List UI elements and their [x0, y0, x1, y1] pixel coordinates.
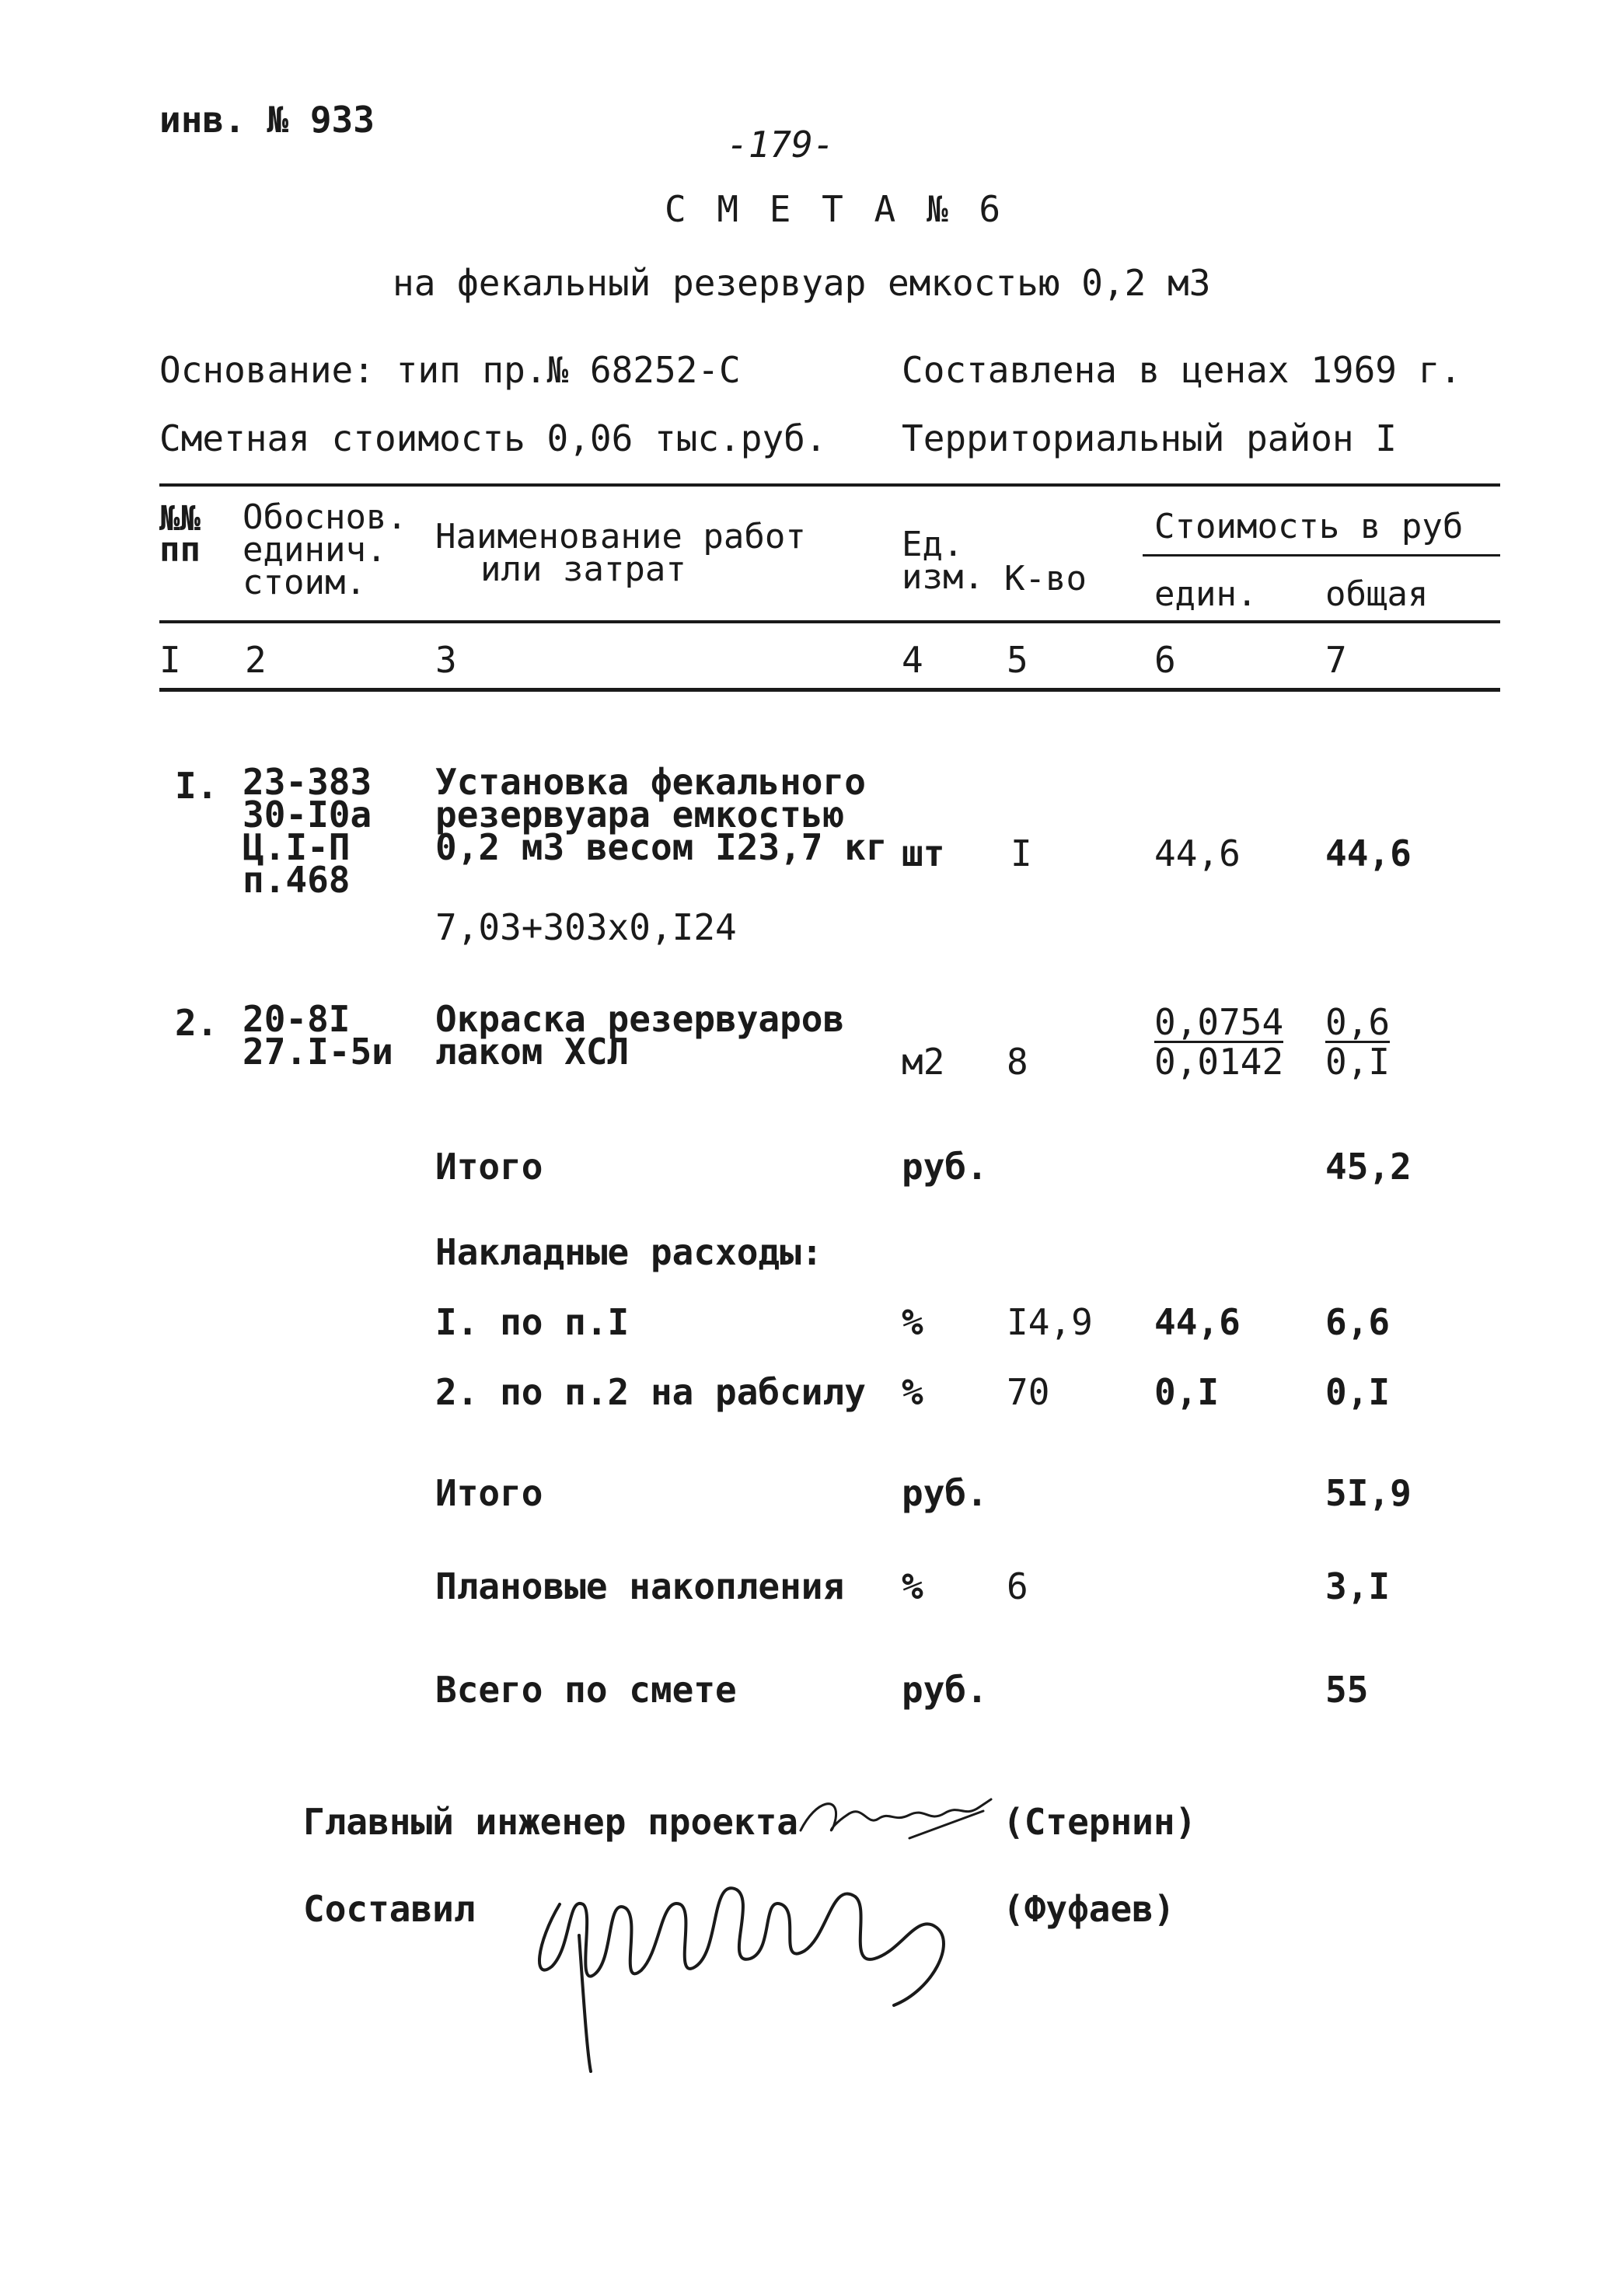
- row2-name-line2: лаком ХСЛ: [435, 1031, 630, 1073]
- col-header-basis-line1: Обоснов.: [243, 497, 407, 537]
- row2-number: 2.: [175, 1002, 218, 1044]
- column-numbers-rule: [159, 688, 1500, 692]
- subtotal2-unit: руб.: [902, 1472, 988, 1514]
- row2-name: [435, 998, 845, 1073]
- row1-basis: [243, 761, 372, 901]
- table-top-rule: [159, 483, 1500, 487]
- header-bottom-rule: [159, 620, 1500, 623]
- overhead1-label: I. по п.I: [435, 1301, 630, 1343]
- grand-total-value: 55: [1325, 1669, 1369, 1711]
- col-header-total: общая: [1325, 574, 1429, 614]
- document-title: С М Е Т А № 6: [665, 188, 1006, 230]
- subtotal1-value: 45,2: [1325, 1146, 1412, 1188]
- row2-basis: [243, 998, 393, 1073]
- row2-unit-price-fraction: [1154, 1001, 1284, 1083]
- row2-unit: м2: [902, 1041, 945, 1083]
- row1-total: 44,6: [1325, 832, 1412, 874]
- grand-total-unit: руб.: [902, 1669, 988, 1711]
- subtotal2-label: Итого: [435, 1472, 543, 1514]
- row1-basis-line2: 30-I0а: [243, 794, 372, 836]
- row2-total-fraction: [1325, 1001, 1391, 1083]
- col-header-qty: К-во: [1004, 559, 1087, 598]
- row1-basis-line1: 23-383: [243, 761, 372, 803]
- row1-formula: 7,03+303х0,I24: [435, 906, 737, 948]
- overhead1-qty: I4,9: [1007, 1301, 1093, 1343]
- overhead2-value: 0,I: [1325, 1371, 1391, 1413]
- document-subtitle: на фекальный резервуар емкостью 0,2 м3: [393, 262, 1211, 304]
- overhead2-unit: %: [902, 1371, 923, 1413]
- row2-unit-price-bottom: 0,0142: [1154, 1041, 1284, 1083]
- col-header-unit: [902, 525, 984, 597]
- row1-name-line1: Установка фекального: [435, 761, 866, 803]
- page-number: -179-: [727, 124, 835, 166]
- chief-engineer-label: Главный инженер проекта: [303, 1801, 798, 1843]
- row1-name: [435, 761, 888, 868]
- planned-label: Плановые накопления: [435, 1565, 845, 1607]
- prices-line: Составлена в ценах 1969 г.: [902, 349, 1462, 391]
- col-header-name-line2: или затрат: [480, 550, 686, 589]
- compiler-name: (Фуфаев): [1003, 1888, 1175, 1930]
- col-header-name: [435, 517, 806, 589]
- overhead2-price: 0,I: [1154, 1371, 1220, 1413]
- inventory-number: инв. № 933: [159, 99, 375, 141]
- row1-name-line3: 0,2 м3 весом I23,7 кг: [435, 826, 888, 868]
- basis-line: Основание: тип пр.№ 68252-С: [159, 349, 741, 391]
- row2-total-bottom: 0,I: [1325, 1041, 1391, 1083]
- planned-unit: %: [902, 1565, 923, 1607]
- row2-total-top: 0,6: [1325, 1001, 1391, 1043]
- row1-unit: шт: [902, 832, 945, 874]
- col-header-num-line1: №№: [159, 499, 201, 539]
- row1-name-line2: резервуара емкостью: [435, 794, 845, 836]
- row1-unit-price: 44,6: [1154, 832, 1241, 874]
- col-number-1: I: [159, 639, 181, 681]
- col-header-num-line2: пп: [159, 530, 201, 570]
- row2-name-line1: Окраска резервуаров: [435, 998, 845, 1040]
- col-header-basis-line2: единич.: [243, 530, 387, 570]
- col-header-name-line1: Наименование работ: [435, 517, 806, 557]
- col-header-num: [159, 499, 201, 570]
- district-line: Территориальный район I: [902, 417, 1397, 459]
- planned-qty: 6: [1007, 1565, 1028, 1607]
- row1-basis-line3: Ц.I-П: [243, 826, 351, 868]
- row2-basis-line2: 27.I-5и: [243, 1031, 393, 1073]
- col-number-7: 7: [1325, 639, 1347, 681]
- cost-group-rule: [1143, 554, 1500, 557]
- col-header-unit-line2: изм.: [902, 557, 984, 597]
- compiler-signature: [529, 1850, 979, 2075]
- subtotal1-unit: руб.: [902, 1146, 988, 1188]
- subtotal1-label: Итого: [435, 1146, 543, 1188]
- subtotal2-value: 5I,9: [1325, 1472, 1412, 1514]
- row1-basis-line4: п.468: [243, 859, 351, 901]
- overhead1-price: 44,6: [1154, 1301, 1241, 1343]
- overhead2-qty: 70: [1007, 1371, 1050, 1413]
- col-number-4: 4: [902, 639, 923, 681]
- overhead2-label: 2. по п.2 на рабсилу: [435, 1371, 866, 1413]
- row2-basis-line1: 20-8I: [243, 998, 351, 1040]
- col-number-6: 6: [1154, 639, 1176, 681]
- chief-engineer-name: (Стернин): [1003, 1801, 1197, 1843]
- col-header-unit-price: един.: [1154, 574, 1258, 614]
- col-header-basis: [243, 497, 407, 602]
- overhead-label: Накладные расходы:: [435, 1231, 823, 1273]
- overhead1-value: 6,6: [1325, 1301, 1391, 1343]
- col-number-5: 5: [1007, 639, 1028, 681]
- row1-number: I.: [175, 765, 218, 807]
- col-number-2: 2: [245, 639, 267, 681]
- col-number-3: 3: [435, 639, 457, 681]
- row1-qty: I: [1010, 832, 1032, 874]
- grand-total-label: Всего по смете: [435, 1669, 737, 1711]
- chief-engineer-signature: [793, 1784, 999, 1858]
- row2-qty: 8: [1007, 1041, 1028, 1083]
- estimated-cost-line: Сметная стоимость 0,06 тыс.руб.: [159, 417, 827, 459]
- row2-unit-price-top: 0,0754: [1154, 1001, 1284, 1043]
- col-header-unit-line1: Ед.: [902, 525, 964, 564]
- col-header-basis-line3: стоим.: [243, 563, 366, 602]
- compiler-label: Составил: [303, 1888, 476, 1930]
- planned-value: 3,I: [1325, 1565, 1391, 1607]
- col-header-cost-group: Стоимость в руб: [1154, 507, 1464, 546]
- overhead1-unit: %: [902, 1301, 923, 1343]
